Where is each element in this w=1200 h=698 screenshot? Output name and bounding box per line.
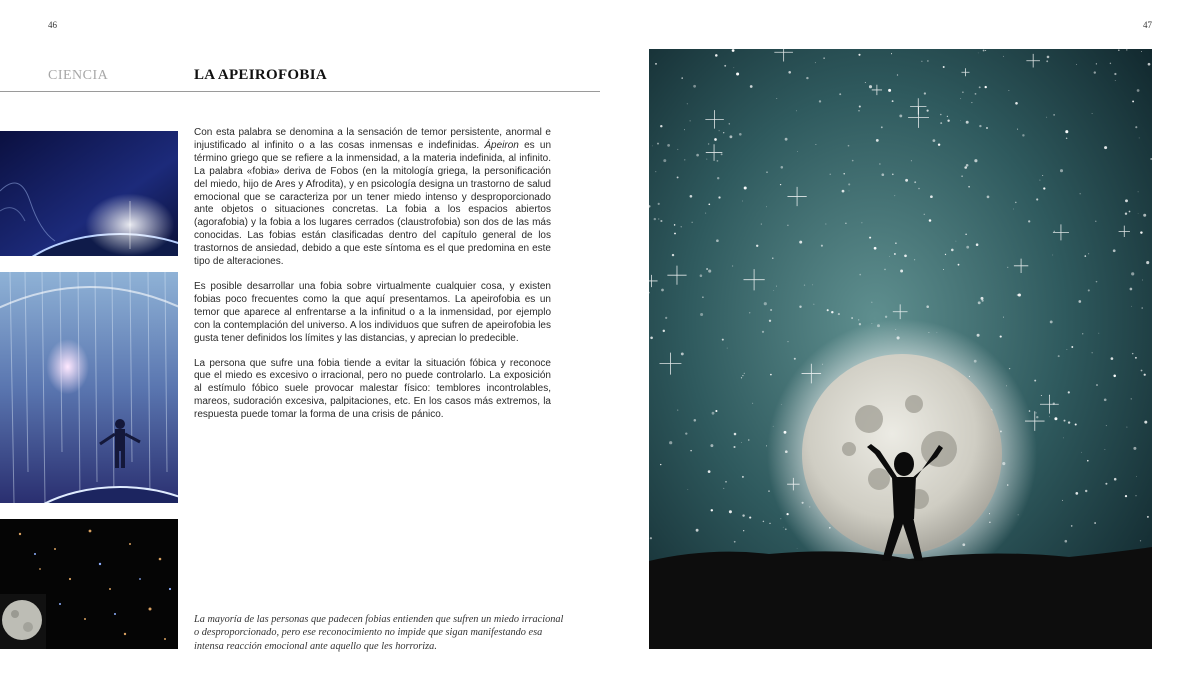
earth-horizon-image [0,131,178,256]
header-divider [0,91,600,92]
page-number-left: 46 [48,20,57,30]
paragraph-1: Con esta palabra se denomina a la sensación de temor persistente, anormal e injustificado al infinito o a las cosas inmensas e indefinidas. Ápeiron es un término griego que se refiere a la inmensidad, a la materia indefinida, al infinito. La palabra «fobia» deriva de Fobos (en la mitología griega, la personificación del miedo, hijo de Ares y Afrodita), y en psicología designa un trastorno de salud emocional que se caracteriza por un tener miedo intenso y desproporcionado ante objetos o situaciones concretas. La fobia a los espacios abiertos (agorafobia) y la fobia a los lugares cerrados (claustrofobia) son dos de las más conocidas. Las fobias están clasificadas dentro del capítulo general de los trastornos de ansiedad, debido a que este síntoma es el que predomina en este tipo de alteraciones. [194,127,551,268]
paragraph-2: Es posible desarrollar una fobia sobre virtualmente cualquier cosa, y existen fobias poco frecuentes como la que aquí presentamos. La apeirofobia es un temor que aparece al enfrentarse a la infinitud o a la inmensidad, por ejemplo con la contemplación del universo. A los individuos que sufren de apeirofobia les gusta tener definidos los límites y las distancias, y aprecian lo predecible. [194,280,551,344]
apeiron-term: Ápeiron [484,139,519,151]
starry-moon-silhouette-image [649,49,1152,649]
paragraph-3: La persona que sufre una fobia tiende a evitar la situación fóbica y reconoce que el miedo es excesivo o irracional, pero no puede controlarlo. La exposición al estímulo fóbico suele provocar malestar físico: temblores incontrolables, mareos, sudoración excesiva, palpitaciones, etc. En los casos más extremos, la respuesta puede tomar la forma de una crisis de pánico. [194,357,551,421]
deep-field-image [0,519,178,649]
figure-light-image [0,272,178,503]
pull-quote: La mayoría de las personas que padecen fobias entienden que sufren un miedo irracional o desproporcionado, pero ese reconocimiento no impide que sigan manifestando esa intensa reacción emocional ante aquello que les horroriza. [194,614,564,652]
page-number-right: 47 [1143,20,1152,30]
article-title: LA APEIROFOBIA [194,67,327,83]
section-label: CIENCIA [48,68,109,83]
article-body [194,127,551,434]
